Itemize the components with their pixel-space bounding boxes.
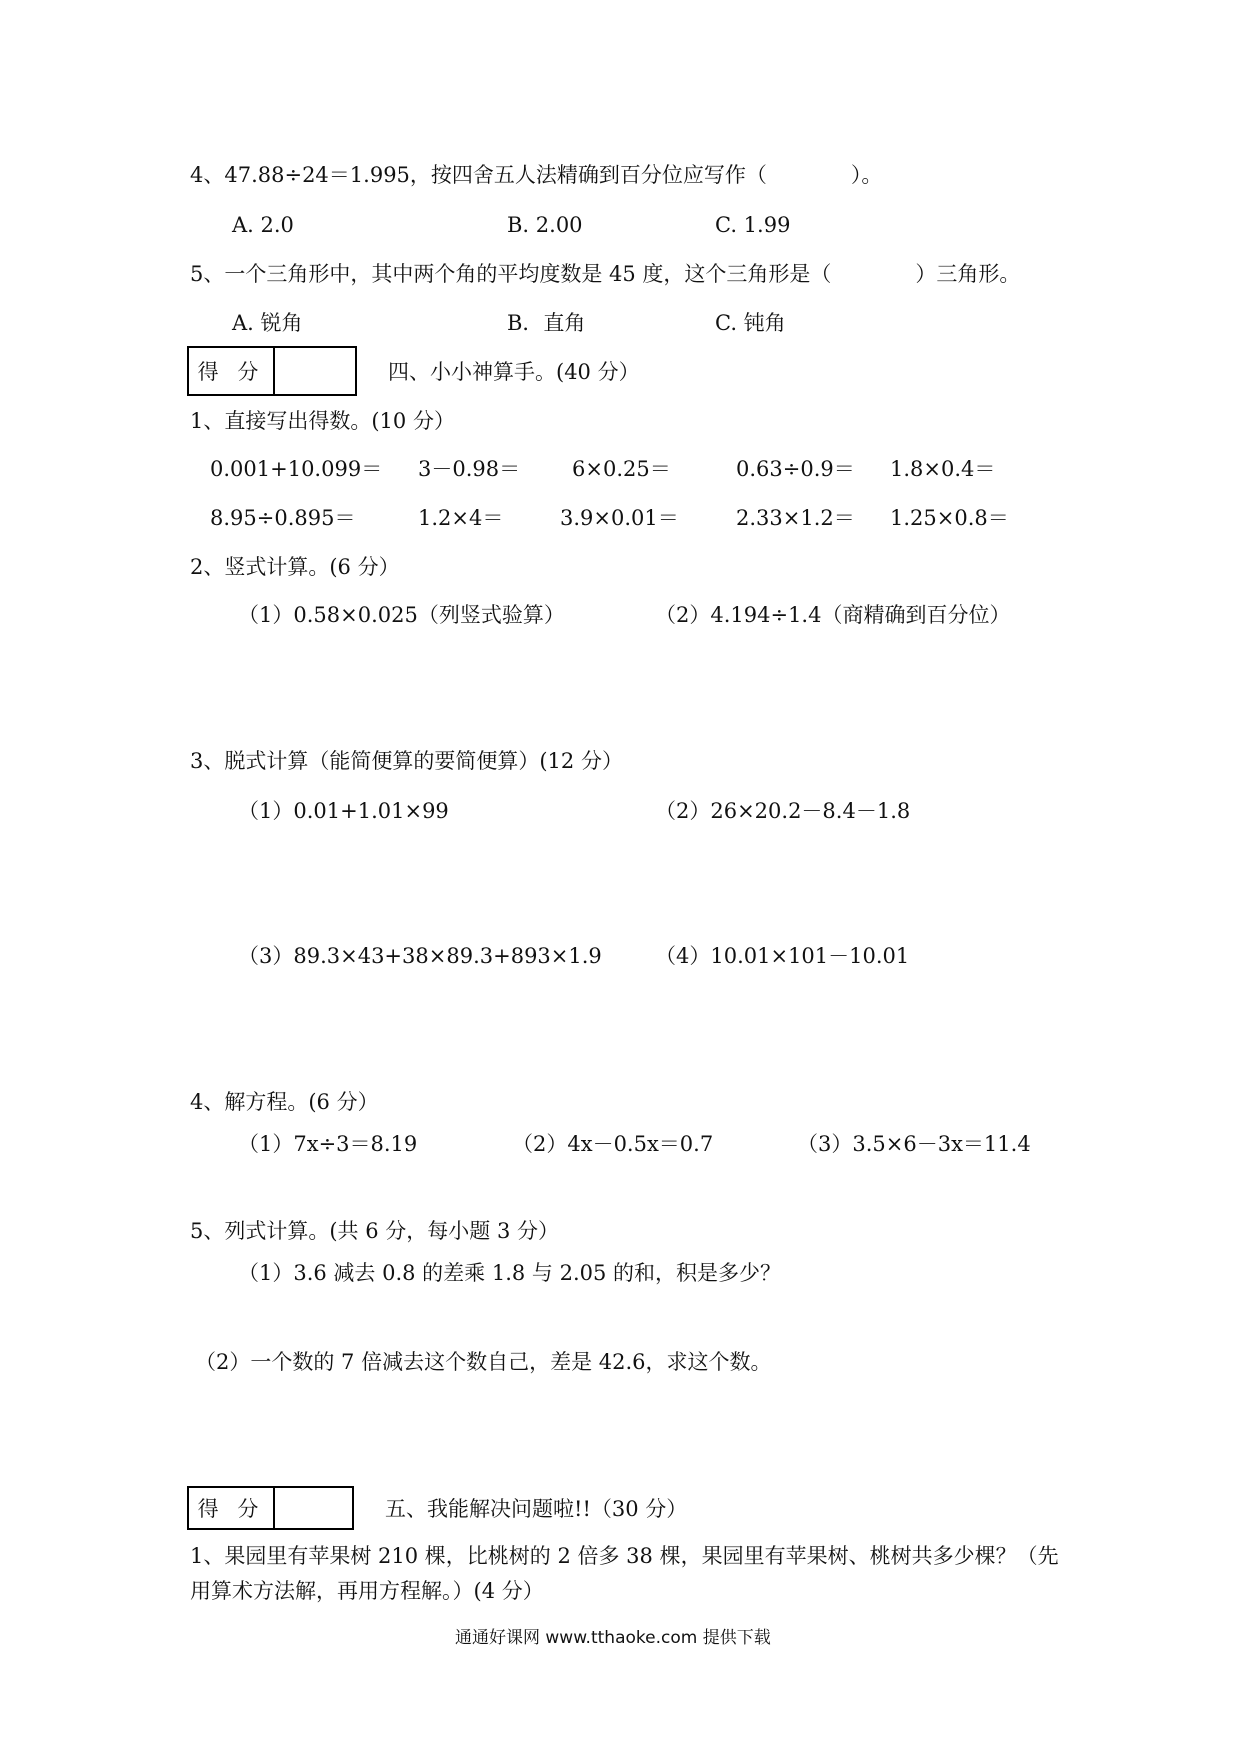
s4-p2-item2: （2）4.194÷1.4（商精确到百分位） — [655, 603, 1011, 627]
score-label: 得 分 — [189, 1488, 275, 1528]
q4-stem: 4、47.88÷24＝1.995，按四舍五人法精确到百分位应写作（ ）。 — [190, 163, 883, 187]
score-box-section5 — [187, 1486, 354, 1530]
score-box-section4 — [187, 346, 357, 396]
oral-calc-item: 3－0.98＝ — [418, 457, 521, 481]
oral-calc-item: 6×0.25＝ — [572, 457, 671, 481]
s4-p1-title: 1、直接写出得数。(10 分） — [190, 409, 455, 433]
oral-calc-item: 2.33×1.2＝ — [736, 506, 855, 530]
s4-p4-item2: （2）4x－0.5x＝0.7 — [512, 1132, 714, 1156]
oral-calc-item: 1.2×4＝ — [418, 506, 504, 530]
s4-p2-item1: （1）0.58×0.025（列竖式验算） — [238, 603, 565, 627]
s4-p2-title: 2、竖式计算。(6 分） — [190, 555, 400, 579]
oral-calc-item: 0.63÷0.9＝ — [736, 457, 855, 481]
section5-title: 五、我能解决问题啦!!（30 分） — [385, 1497, 688, 1521]
s4-p4-title: 4、解方程。(6 分） — [190, 1090, 379, 1114]
section4-title: 四、小小神算手。(40 分） — [388, 360, 640, 384]
score-label: 得 分 — [189, 348, 275, 394]
q4-option-b: B. 2.00 — [507, 213, 583, 237]
s4-p5-item2: （2）一个数的 7 倍减去这个数自己，差是 42.6，求这个数。 — [195, 1350, 772, 1374]
s5-q1-line1: 1、果园里有苹果树 210 棵，比桃树的 2 倍多 38 棵，果园里有苹果树、桃树共多少棵？（先 — [190, 1544, 1059, 1568]
s4-p3-title: 3、脱式计算（能简便算的要简便算）(12 分） — [190, 749, 623, 773]
s4-p4-item3: （3）3.5×6－3x＝11.4 — [797, 1132, 1031, 1156]
q4-option-a: A. 2.0 — [232, 213, 294, 237]
q5-stem: 5、一个三角形中，其中两个角的平均度数是 45 度，这个三角形是（ ）三角形。 — [190, 262, 1021, 286]
q5-option-c: C. 钝角 — [715, 311, 786, 335]
q4-option-c: C. 1.99 — [715, 213, 791, 237]
oral-calc-item: 3.9×0.01＝ — [560, 506, 679, 530]
page-footer: 通通好课网 www.tthaoke.com 提供下载 — [455, 1628, 771, 1648]
s4-p5-item1: （1）3.6 减去 0.8 的差乘 1.8 与 2.05 的和，积是多少？ — [238, 1261, 782, 1285]
s4-p3-item4: （4）10.01×101－10.01 — [655, 944, 910, 968]
oral-calc-item: 8.95÷0.895＝ — [210, 506, 356, 530]
score-blank — [275, 348, 355, 394]
s4-p3-item1: （1）0.01+1.01×99 — [238, 799, 449, 823]
s4-p3-item3: （3）89.3×43+38×89.3+893×1.9 — [238, 944, 602, 968]
s4-p5-title: 5、列式计算。(共 6 分，每小题 3 分） — [190, 1219, 559, 1243]
oral-calc-item: 0.001+10.099＝ — [210, 457, 383, 481]
oral-calc-item: 1.8×0.4＝ — [890, 457, 996, 481]
q5-option-a: A. 锐角 — [232, 311, 303, 335]
score-blank — [275, 1488, 352, 1528]
s4-p4-item1: （1）7x÷3＝8.19 — [238, 1132, 418, 1156]
oral-calc-item: 1.25×0.8＝ — [890, 506, 1009, 530]
s4-p3-item2: （2）26×20.2－8.4－1.8 — [655, 799, 911, 823]
s5-q1-line2: 用算术方法解，再用方程解。）(4 分） — [190, 1579, 544, 1603]
q5-option-b: B．直角 — [507, 311, 586, 335]
